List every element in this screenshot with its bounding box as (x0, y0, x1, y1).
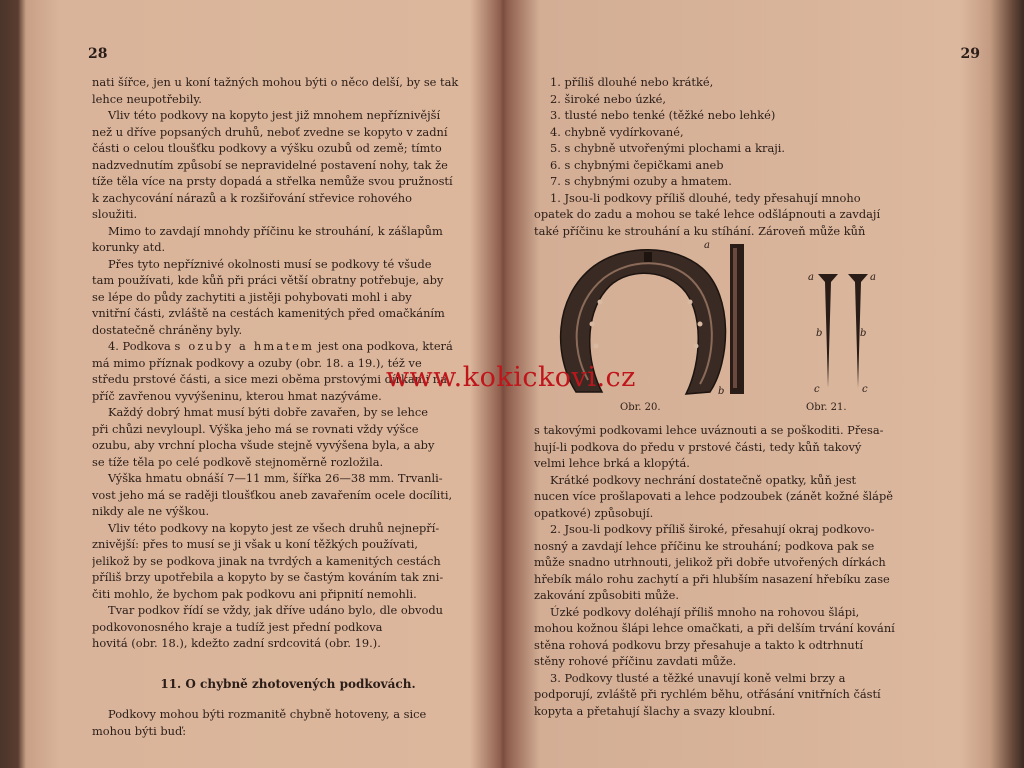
right-page-text-top (534, 74, 988, 239)
text-line: Podkovy mohou býti rozmanitě chybně hotoveny, a sice (108, 707, 427, 721)
text-line: mohou kožnou šlápi lehce omačkati, a při delším trvání kování (534, 621, 895, 635)
text-line: Každý dobrý hmat musí býti dobře zavařen, by se lehce (108, 405, 428, 419)
text-line: také příčinu ke strouhání a ku stíhání. Zároveň může kůň (534, 223, 866, 238)
text-line: nikdy ale ne výškou. (92, 504, 210, 518)
text-line: než u dříve popsaných druhů, neboť zvedne se kopyto v zadní (92, 124, 448, 139)
figure-label-a: a (704, 240, 710, 251)
figure-label-a: a (870, 272, 876, 283)
text-line: podkovonosného kraje a tudíž jest přední podkova (92, 619, 383, 634)
text-line: Mimo to zavdají mnohdy příčinu ke strouhání, k zášlapům (108, 223, 443, 238)
text-line: nati šířce, jen u koní tažných mohou býti o něco delší, by se tak (92, 75, 459, 89)
text-line: Přes tyto nepříznivé okolnosti musí se podkovy té všude (108, 256, 432, 271)
text-line: se tíže těla po celé podkově stejnoměrně rozložila. (92, 454, 384, 469)
text-line: 3. Podkovy tlusté a těžké unavují koně velmi brzy a (550, 670, 846, 685)
text-line: nosný a zavdají lehce příčinu ke strouhání; podkova pak se (534, 538, 875, 553)
text-line: tíže těla více na prsty dopadá a střelka nemůže svou pružností (92, 174, 453, 188)
text-line (92, 338, 484, 355)
text-line: ozubu, aby vrchní plocha všude stejně vyvýšena byla, a aby (92, 438, 435, 452)
text-line: 1. Jsou-li podkovy příliš dlouhé, tedy přesahují mnoho (550, 190, 861, 205)
text-line: s takovými podkovami lehce uváznouti a se poškoditi. Přesa- (534, 423, 884, 437)
figure-caption-21: Obr. 21. (806, 402, 847, 413)
figure-label-b: b (718, 386, 725, 397)
text-line: tam používati, kde kůň při práci větší obratny potřebuje, aby (92, 273, 444, 287)
list-item: 2. široké nebo úzké, (550, 91, 666, 106)
text-line: stěny rohové příčinu zavdati může. (534, 654, 737, 668)
text-line: má mimo příznak podkovy a ozuby (obr. 18. a 19.), též ve (92, 355, 422, 370)
text-line: sloužiti. (92, 207, 138, 221)
text-line: Vliv této podkovy na kopyto jest ze všech druhů nejnepří- (108, 520, 440, 535)
text-line: hovitá (obr. 18.), kdežto zadní srdcovitá (obr. 19.). (92, 636, 381, 650)
text-line: znivější: přes to musí se ji však u koní těžkých používati, (92, 537, 418, 551)
text-line: nucen více prošlapovati a lehce podzoubek (zánět kožné šlápě (534, 489, 894, 503)
text-line: vnitřní části, zvláště na cestách kamenitých před omačkáním (92, 306, 445, 320)
text-line: Úzké podkovy doléhají příliš mnoho na rohovou šlápi, (550, 604, 860, 619)
text-line: příč zavřenou vyvýšeninu, kterou hmat nazýváme. (92, 388, 382, 403)
text-line: středu prstové části, a sice mezi oběma prstovými dírkami na (92, 372, 447, 386)
text-line: Výška hmatu obnáší 7—11 mm, šířka 26—38 mm. Trvanli- (108, 471, 443, 485)
text-fragment: 4. Podkova (108, 339, 175, 353)
text-line: čiti mohlo, že bychom pak podkovu ani připnití nemohli. (92, 586, 417, 601)
text-line: lehce neupotřebily. (92, 91, 202, 106)
text-line: nadzvednutím způsobí se nepravidelné postavení nohy, tak že (92, 157, 448, 172)
page-number-right: 29 (960, 46, 980, 62)
list-item: 7. s chybnými ozuby a hmatem. (550, 174, 732, 188)
section-title: 11. O chybně zhotovených podkovách. (160, 676, 416, 691)
text-line: kopyta a přetahují šlachy a svazy kloubní. (534, 703, 776, 718)
text-line: opatkové) způsobují. (534, 505, 654, 520)
text-line: může snadno utrhnouti, jelikož při dobře utvořených dírkách (534, 555, 886, 569)
figure-label-b: b (860, 328, 867, 339)
text-line: korunky atd. (92, 240, 166, 254)
text-line: stěna rohová podkovu brzy přesahuje a takto k odtrhnutí (534, 637, 863, 652)
list-item: 3. tlusté nebo tenké (těžké nebo lehké) (550, 108, 776, 122)
text-line: Vliv této podkovy na kopyto jest již mnohem nepříznivější (108, 108, 441, 122)
left-page-text (92, 74, 484, 739)
right-page-text-bottom (534, 422, 988, 719)
figure-label-c: c (814, 384, 820, 395)
list-item: 6. s chybnými čepičkami aneb (550, 157, 724, 172)
text-line: jelikož by se podkova jinak na tvrdých a kamenitých cestách (92, 553, 441, 568)
text-line: části o celou tloušťku podkovy a výšku ozubů od země; tímto (92, 141, 442, 155)
text-line: se lépe do půdy zachytiti a jistěji pohybovati mohl i aby (92, 289, 412, 304)
page-number-left: 28 (88, 46, 108, 62)
text-line: mohou býti buď: (92, 723, 187, 738)
text-line: příliš brzy upotřebila a kopyto by se častým kováním tak zni- (92, 570, 444, 584)
figure-caption-20: Obr. 20. (620, 402, 661, 413)
list-item: 5. s chybně utvořenými plochami a kraji. (550, 141, 786, 155)
figure-label-b: b (816, 328, 823, 339)
figure-label-c: c (862, 384, 868, 395)
watermark-url: www.kokickovi.cz (386, 362, 636, 393)
text-line: hřebík málo rohu zachytí a při hlubším nasazení hřebíku zase (534, 571, 890, 586)
profile-bar-drawing (730, 244, 744, 394)
text-line: opatek do zadu a mohou se také lehce odšlápnouti a zavdají (534, 207, 881, 221)
text-line: dostatečně chráněny byly. (92, 322, 243, 337)
list-item: 4. chybně vydírkované, (550, 124, 684, 139)
list-item: 1. příliš dlouhé nebo krátké, (550, 75, 714, 89)
text-line: zakování způsobiti může. (534, 588, 679, 602)
figure-label-a: a (808, 272, 814, 283)
text-line: Tvar podkov řídí se vždy, jak dříve udáno bylo, dle obvodu (108, 603, 443, 617)
text-line: vost jeho má se raději tloušťkou aneb zavařením ocele docíliti, (92, 487, 453, 502)
spaced-term: s ozuby a hmatem (174, 339, 315, 353)
text-line: Krátké podkovy nechrání dostatečně opatky, kůň jest (550, 472, 857, 487)
text-line: 2. Jsou-li podkovy příliš široké, přesahují okraj podkovo- (550, 522, 875, 536)
text-line: podporují, zvláště při rychlém běhu, otřásání vnitřních částí (534, 687, 881, 701)
text-line: velmi lehce brká a klopýtá. (534, 456, 690, 470)
text-line: při chůzi nevyloupl. Výška jeho má se rovnati vždy výšce (92, 421, 419, 436)
text-line: k zachycování nárazů a k rozšiřování střevice rohového (92, 190, 413, 205)
text-line: hují-li podkova do předu v prstové části, tedy kůň takový (534, 439, 862, 454)
text-fragment: jest ona podkova, která (314, 339, 453, 353)
